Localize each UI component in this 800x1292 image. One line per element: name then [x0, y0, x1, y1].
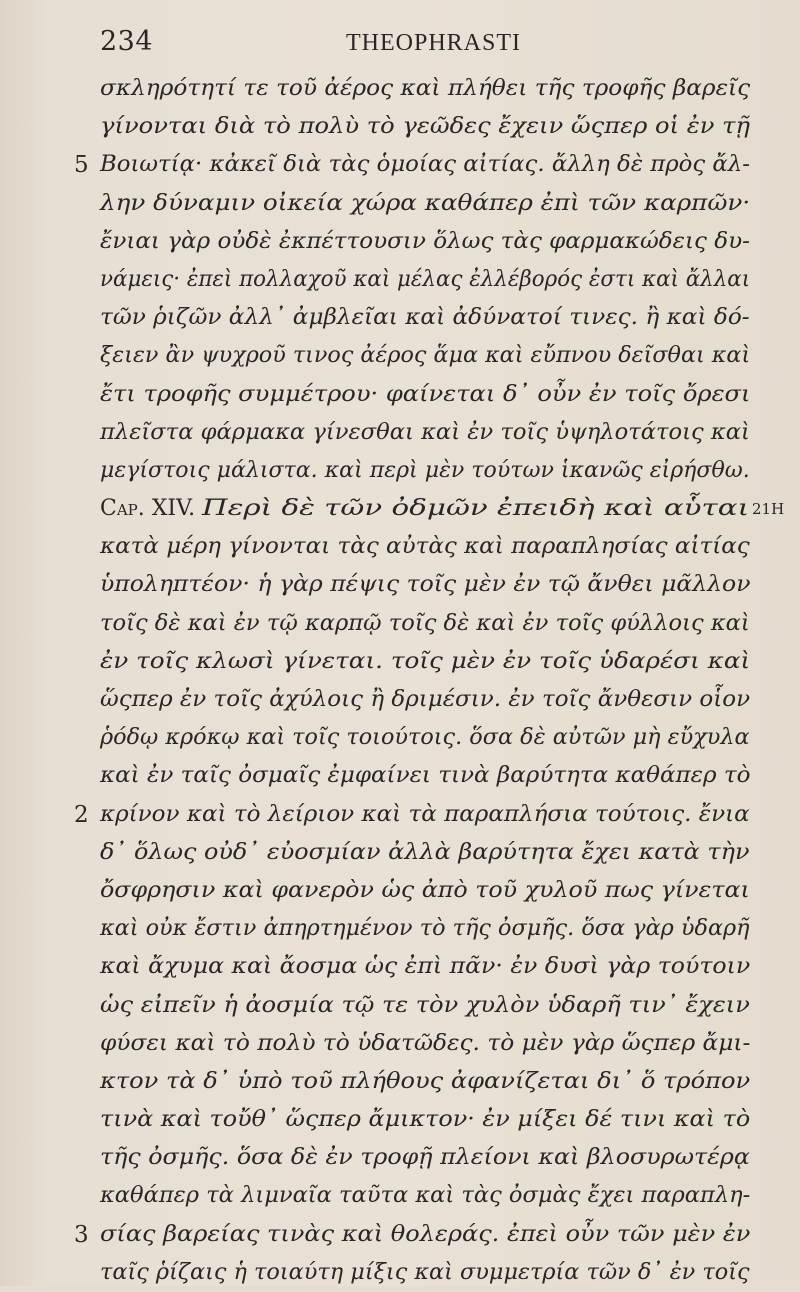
line-text: σκληρότητί τε τοῦ ἀέρος καὶ πλήθει τῆς τροφῆς βαρεῖς	[100, 76, 751, 101]
text-line	[100, 910, 770, 948]
text-line	[100, 299, 770, 337]
line-text: ξειεν ἂν ψυχροῦ τινος ἀέρος ἅμα καὶ εὔπνου δεῖσθαι καὶ	[100, 343, 751, 369]
text-line	[100, 643, 770, 681]
line-text: δ᾽ ὅλως οὐδ᾽ εὐοσμίαν ἀλλὰ βαρύτητα ἔχει κατὰ τὴν	[100, 839, 750, 865]
text-line	[100, 1254, 770, 1292]
text-line	[100, 1025, 770, 1063]
line-text: καὶ ἄχυμα καὶ ἄοσμα ὡς ἐπὶ πᾶν· ἐν δυσὶ γὰρ τούτοιν	[100, 954, 751, 980]
page-number: 234	[100, 26, 154, 57]
line-text: ὄσφρησιν καὶ φανερὸν ὡς ἀπὸ τοῦ χυλοῦ πως γίνεται	[100, 877, 750, 903]
text-line	[100, 261, 770, 299]
text-line	[100, 1101, 770, 1139]
line-text: σίας βαρείας τινὰς καὶ θολεράς. ἐπεὶ οὖν τῶν μὲν ἐν	[100, 1221, 751, 1247]
line-text: κτον τὰ δ᾽ ὑπὸ τοῦ πλήθους ἀφανίζεται δι᾽ ὅ τρόπον	[100, 1068, 751, 1094]
text-line	[100, 452, 770, 490]
line-text: γίνονται διὰ τὸ πολὺ τὸ γεῶδες ἔχειν ὥςπερ οἱ ἐν τῇ	[100, 114, 751, 140]
line-text: νάμεις· ἐπεὶ πολλαχοῦ καὶ μέλας ἐλλέβορός ἐστι καὶ ἄλλαι	[100, 266, 751, 292]
text-line	[100, 719, 770, 757]
line-text: τῆς ὀσμῆς. ὅσα δὲ ἐν τροφῇ πλείονι καὶ βλοσυρωτέρᾳ	[100, 1145, 750, 1171]
section-number: 5	[74, 152, 89, 179]
text-line	[100, 1063, 770, 1101]
line-text: ῥόδῳ κρόκῳ καὶ τοῖς τοιούτοις. ὅσα δὲ αὐτῶν μὴ εὔχυλα	[100, 725, 750, 751]
text-line	[100, 948, 770, 986]
line-text: λην δύναμιν οἰκεία χώρα καθάπερ ἐπὶ τῶν καρπῶν·	[100, 190, 751, 216]
line-text: Περὶ δὲ τῶν ὀδμῶν ἐπειδὴ καὶ αὗται	[202, 496, 750, 522]
text-line	[100, 566, 770, 604]
line-text: ἔνιαι γὰρ οὐδὲ ἐκπέττουσιν ὅλως τὰς φαρμακώδεις δυ-	[100, 228, 750, 254]
line-text: πλεῖστα φάρμακα γίνεσθαι καὶ ἐν τοῖς ὑψηλοτάτοις καὶ	[100, 419, 750, 445]
line-text: καὶ οὐκ ἔστιν ἀπηρτημένον τὸ τῆς ὀσμῆς. ὅσα γὰρ ὑδαρῆ	[100, 916, 750, 942]
text-line	[74, 1216, 770, 1254]
section-number: 2	[74, 801, 89, 828]
text-line	[100, 605, 770, 643]
line-text: ὑποληπτέον· ἡ γὰρ πέψις τοῖς μὲν ἐν τῷ ἄνθει μᾶλλον	[100, 572, 751, 598]
line-text: ὡς εἰπεῖν ἡ ἀοσμία τῷ τε τὸν χυλὸν ὑδαρῆ τιν᾽ ἔχειν	[100, 992, 750, 1018]
text-line	[100, 528, 770, 566]
text-block	[74, 70, 785, 1292]
chapter-heading: Cap. XIV.	[100, 496, 196, 522]
line-text: τοῖς δὲ καὶ ἐν τῷ καρπῷ τοῖς δὲ καὶ ἐν τοῖς φύλλοις καὶ	[100, 610, 750, 636]
text-line	[100, 757, 770, 795]
line-text: κατὰ μέρη γίνονται τὰς αὐτὰς καὶ παραπλησίας αἰτίας	[100, 534, 750, 560]
line-text: τῶν ῥιζῶν ἀλλ᾽ ἀμβλεῖαι καὶ ἀδύνατοί τινες. ἢ καὶ δό-	[100, 305, 750, 331]
text-line	[100, 337, 770, 375]
text-line	[74, 146, 770, 184]
text-line	[100, 223, 770, 261]
text-line	[100, 987, 770, 1025]
text-line	[74, 796, 770, 834]
margin-reference: 21H	[752, 500, 785, 519]
text-line	[100, 1177, 770, 1215]
section-number: 3	[74, 1221, 89, 1248]
line-text: ὥςπερ ἐν τοῖς ἀχύλοις ἢ δριμέσιν. ἐν τοῖς ἄνθεσιν οἷον	[100, 687, 751, 712]
page-header	[96, 22, 746, 62]
text-line	[100, 872, 770, 910]
text-line	[100, 70, 770, 108]
text-line	[100, 1139, 770, 1177]
running-head: THEOPHRASTI	[346, 30, 522, 56]
text-line	[100, 414, 770, 452]
line-text: τινὰ καὶ τοὔθ᾽ ὥςπερ ἄμικτον· ἐν μίξει δέ τινι καὶ τὸ	[100, 1107, 751, 1133]
text-line	[100, 108, 770, 146]
line-text: καθάπερ τὰ λιμναῖα ταῦτα καὶ τὰς ὀσμὰς ἔχει παραπλη-	[100, 1183, 751, 1209]
line-text: φύσει καὶ τὸ πολὺ τὸ ὑδατῶδες. τὸ μὲν γὰρ ὥςπερ ἄμι-	[100, 1030, 751, 1056]
line-text: κρίνον καὶ τὸ λείριον καὶ τὰ παραπλήσια τούτοις. ἔνια	[100, 801, 750, 827]
text-line	[100, 185, 770, 223]
line-text: καὶ ἐν ταῖς ὀσμαῖς ἐμφαίνει τινὰ βαρύτητα καθάπερ τὸ	[100, 763, 751, 789]
text-line	[100, 376, 770, 414]
line-text: ἐν τοῖς κλωσὶ γίνεται. τοῖς μὲν ἐν τοῖς ὑδαρέσι καὶ	[100, 648, 751, 674]
line-text: μεγίστοις μάλιστα. καὶ περὶ μὲν τούτων ἱκανῶς εἰρήσθω.	[100, 457, 750, 483]
text-line	[100, 834, 770, 872]
line-text: ταῖς ῥίζαις ἡ τοιαύτη μίξις καὶ συμμετρία τῶν δ᾽ ἐν τοῖς	[100, 1259, 750, 1285]
line-text: ἔτι τροφῆς συμμέτρου· φαίνεται δ᾽ οὖν ἐν τοῖς ὄρεσι	[100, 381, 751, 407]
text-line	[100, 681, 770, 719]
text-line	[100, 490, 785, 528]
line-text: Βοιωτίᾳ· κἀκεῖ διὰ τὰς ὁμοίας αἰτίας. ἄλλη δὲ πρὸς ἄλ-	[100, 152, 750, 178]
